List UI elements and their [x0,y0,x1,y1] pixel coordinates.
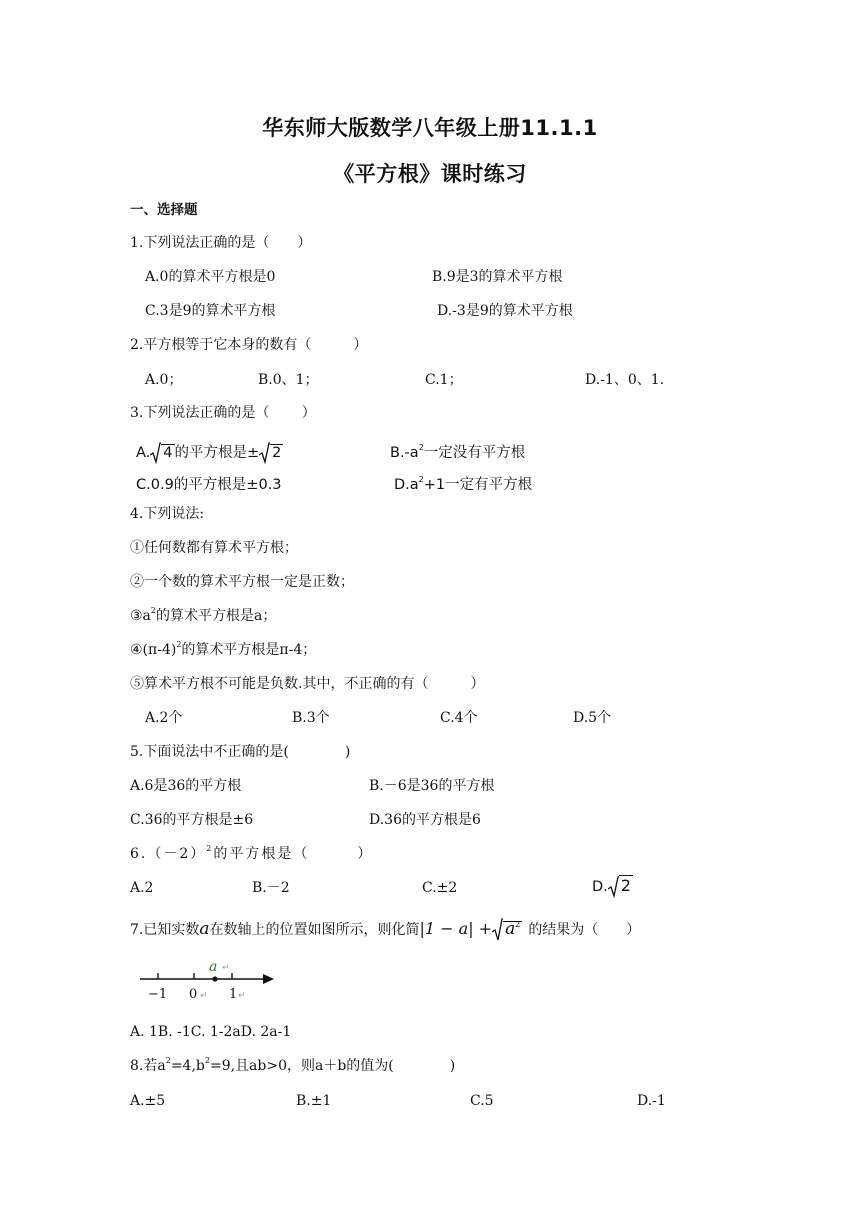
q1-option-c: C.3是9的算术平方根 [145,303,276,319]
q7-stem-pre: 7.已知实数 [130,922,200,938]
q2-option-d: D.-1、0、1. [585,372,665,388]
q8-stem [130,1057,455,1075]
q1-stem: 1.下列说法正确的是（ ） [130,235,312,251]
q8-option-b: B.±1 [296,1093,332,1109]
q3-option-d-pre: D.a [394,477,419,493]
q8-option-d: D.-1 [637,1093,666,1109]
q4-s4-post: 的算术平方根是π-4； [181,642,317,658]
q4-stem: 4.下列说法: [130,506,205,522]
q5-option-d: D.36的平方根是6 [369,812,481,828]
q1-option-d: D.-3是9的算术平方根 [437,303,573,319]
q4-statement-5: ⑤算术平方根不可能是负数.其中，不正确的有（ ） [130,676,485,692]
q6-option-c: C.±2 [422,880,458,896]
q6-option-b: B.－2 [252,880,290,896]
q6-option-d-radicand: 2 [620,876,631,895]
q7-stem [130,918,640,942]
q6-stem-post: 的平方根是（ ） [213,846,374,862]
q6-stem-sup: 2 [206,844,214,853]
q3-stem: 3.下列说法正确的是（ ） [130,405,316,421]
q4-option-a: A.2个 [145,710,183,726]
q6-option-a: A.2 [130,880,154,896]
q1-option-b: B.9是3的算术平方根 [432,269,563,285]
q7-abs-expression: |1 − a| + [419,919,493,938]
q4-statement-1: ①任何数都有算术平方根； [130,540,298,556]
q5-option-c: C.36的平方根是±6 [130,812,254,828]
q4-s4-pre: ④(π-4) [130,642,177,658]
q3-option-d-sup: 2 [418,475,424,484]
sqrt-radical [150,442,161,464]
q7-radicand-sup: 2 [515,920,521,929]
q7-stem-mid: 在数轴上的位置如图所示，则化简 [209,922,420,938]
return-mark-icon: ↵ [238,991,246,1001]
q6-stem-pre: 6.（－2） [130,846,207,862]
q8-stem-post: =9,且ab>0，则a＋b的值为( ) [209,1058,456,1074]
point-a-dot [212,976,217,981]
q6-stem [130,845,373,863]
q8-stem-mid: =4,b [170,1058,205,1074]
q8-sup2: 2 [204,1056,210,1065]
q1-option-a: A.0的算术平方根是0 [145,269,276,285]
q4-statement-2: ②一个数的算术平方根一定是正数； [130,574,354,590]
q3-option-b [390,444,525,462]
q3-option-a-radicand1: 4 [163,445,173,461]
q4-s3-pre: ③a [130,608,151,624]
q8-option-c: C.5 [470,1093,494,1109]
q4-option-b: B.3个 [292,710,330,726]
q4-option-d: D.5个 [573,710,612,726]
tick-label-1: 1 [229,987,238,1002]
q3-option-a-radicand2: 2 [272,445,282,461]
point-a-label: a [209,959,218,975]
q4-option-c: C.4个 [440,710,478,726]
q4-statement-4 [130,641,316,659]
q7-variable-a: a [199,919,210,939]
q3-option-b-sup: 2 [418,443,424,452]
q5-option-a: A.6是36的平方根 [130,778,242,794]
q2-option-a: A.0； [145,372,183,388]
q3-option-d [394,476,532,494]
q8-stem-pre: 8.若a [130,1058,166,1074]
q7-radicand-a: a [505,919,516,939]
doc-title-line1: 华东师大版数学八年级上册11.1.1 [262,116,598,140]
q3-option-b-post: 一定没有平方根 [423,445,526,461]
q7-stem-post: 的结果为（ ） [528,922,641,938]
q2-option-c: C.1； [425,372,463,388]
q7-options: A. 1B. -1C. 1-2aD. 2a-1 [130,1024,292,1040]
sqrt-radical [492,918,503,942]
number-line-arrow [263,974,274,984]
q4-s4-sup: 2 [176,640,182,649]
q3-option-b-pre: B.-a [390,445,419,461]
q3-option-a [136,442,283,464]
q5-stem: 5.下面说法中不正确的是( ) [130,744,351,760]
q4-s3-sup: 2 [150,606,156,615]
tick-label-neg1: −1 [148,987,168,1002]
q2-stem: 2.平方根等于它本身的数有（ ） [130,337,368,353]
return-mark-icon: ↵ [222,963,230,973]
sqrt-radical [259,442,270,464]
q5-option-b: B.－6是36的平方根 [369,778,495,794]
q8-sup1: 2 [165,1056,171,1065]
q3-option-c: C.0.9的平方根是±0.3 [136,477,282,493]
q3-option-d-post: +1一定有平方根 [423,477,533,493]
sqrt-radical [608,876,619,898]
return-mark-icon: ↵ [200,991,208,1001]
number-line-figure [136,955,276,1005]
q2-option-b: B.0、1； [258,372,319,388]
q8-option-a: A.±5 [130,1093,166,1109]
q4-statement-3 [130,607,276,625]
q3-option-a-text: 的平方根是± [174,445,260,461]
q6-option-d-pre: D. [592,879,608,895]
tick-label-0: 0 [189,987,198,1002]
q6-option-d [592,876,633,898]
q3-option-a-label: A. [136,445,151,461]
q4-s3-post: 的算术平方根是a； [156,608,277,624]
section-heading: 一、选择题 [130,202,198,218]
doc-title-line2: 《平方根》课时练习 [333,162,527,186]
